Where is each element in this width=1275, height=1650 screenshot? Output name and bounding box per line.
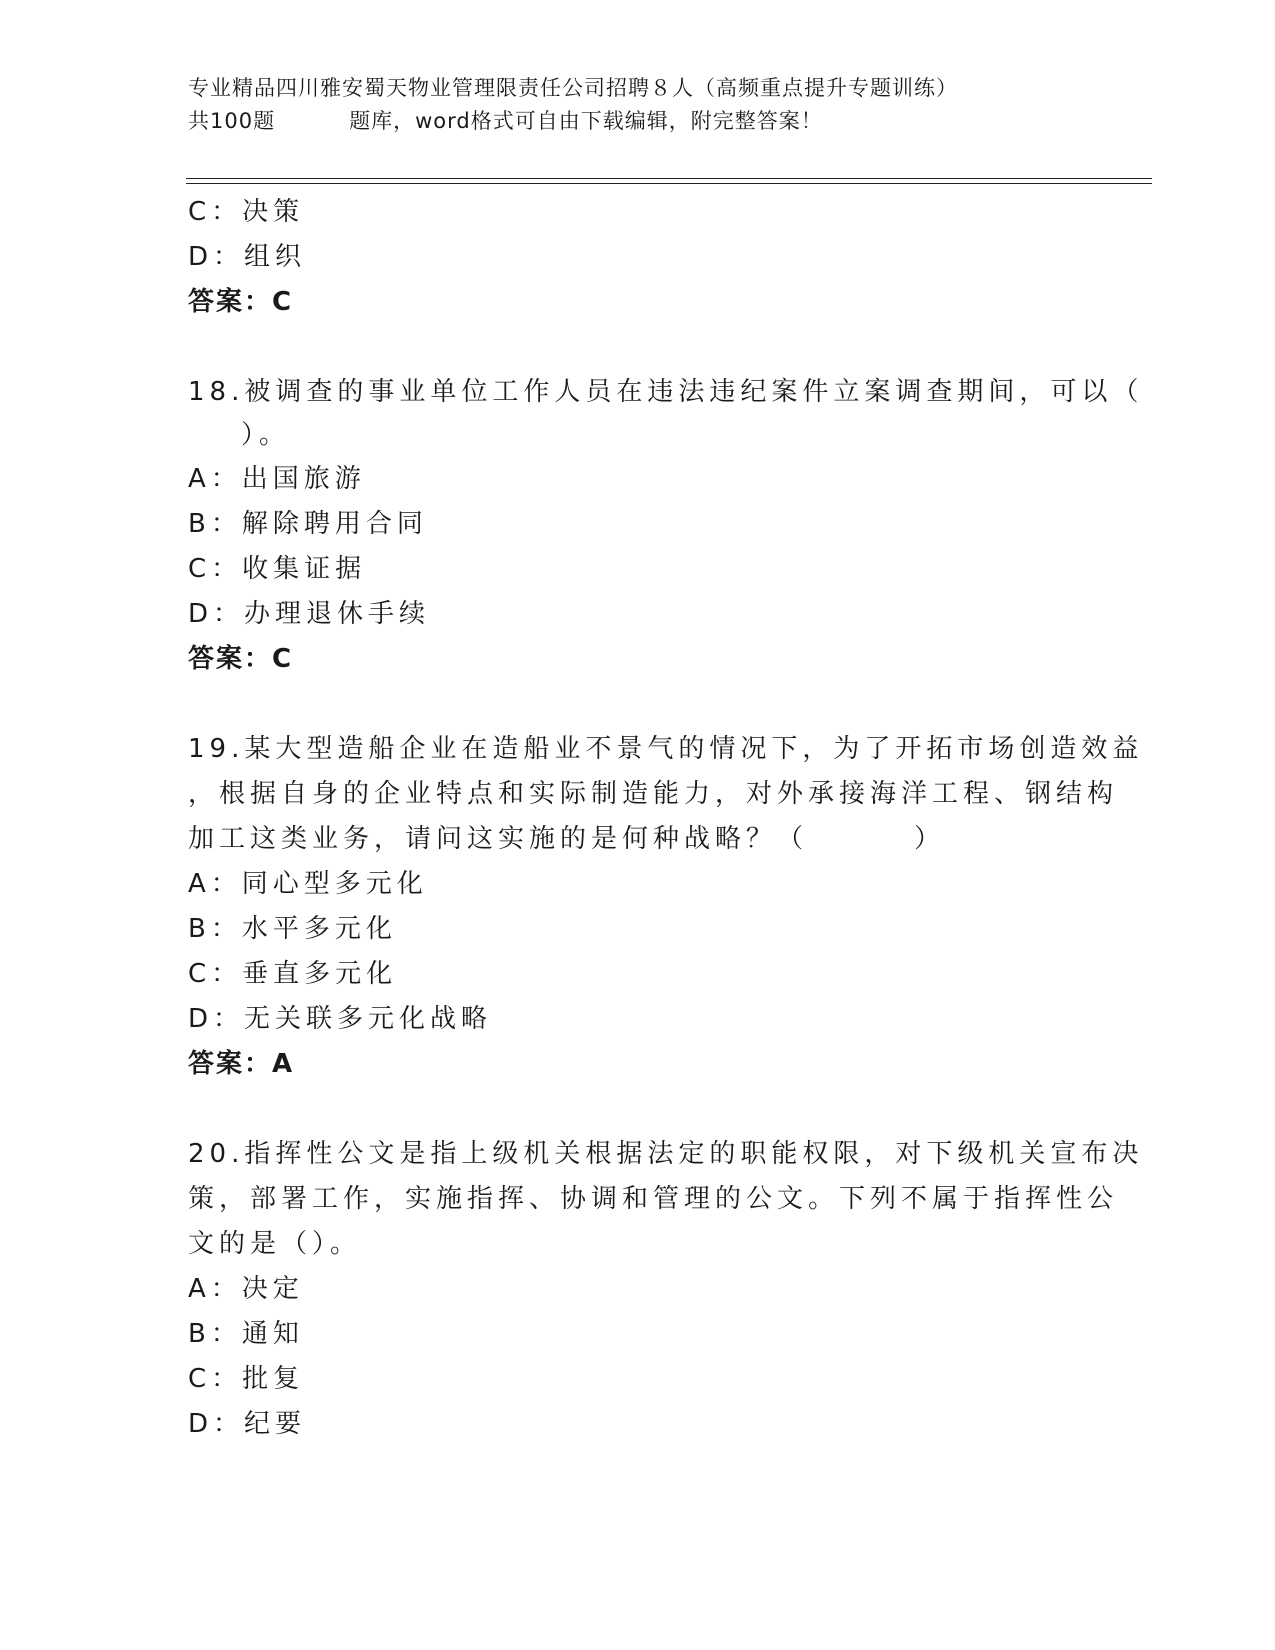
q20-stem-line-2: 策，部署工作，实施指挥、协调和管理的公文。下列不属于指挥性公	[188, 1184, 1119, 1214]
header-subtitle	[188, 105, 1148, 138]
q18-option-c: C：收集证据	[188, 554, 367, 584]
q19-option-b: B：水平多元化	[188, 914, 397, 944]
q19-answer: 答案：A	[188, 1049, 295, 1079]
q20-stem-line-3: 文的是（）。	[188, 1229, 362, 1259]
q19-option-c: C：垂直多元化	[188, 959, 398, 989]
header-description: 题库，word格式可自由下载编辑，附完整答案！	[349, 109, 823, 133]
header-title: 专业精品四川雅安蜀天物业管理限责任公司招聘８人（高频重点提升专题训练）	[188, 76, 958, 100]
q18-stem-line-2: ）。	[188, 420, 291, 450]
q18-option-b: B：解除聘用合同	[188, 509, 428, 539]
q19-option-a: A：同心型多元化	[188, 869, 428, 899]
q20-option-c: C：批复	[188, 1364, 305, 1394]
q19-stem-line-1: 19.某大型造船企业在造船业不景气的情况下，为了开拓市场创造效益	[188, 734, 1144, 764]
q20-option-a: A：决定	[188, 1274, 304, 1304]
q18-option-d: D：办理退休手续	[188, 599, 431, 629]
prev-option-c: C：决策	[188, 197, 305, 227]
q20-option-d: D：纪要	[188, 1409, 307, 1439]
q19-stem-line-3: 加工这类业务，请问这实施的是何种战略？（ ）	[188, 824, 946, 854]
q18-answer: 答案：C	[188, 644, 294, 674]
document-header	[188, 72, 1148, 138]
q19-option-d: D：无关联多元化战略	[188, 1004, 493, 1034]
q18-option-a: A：出国旅游	[188, 464, 366, 494]
prev-answer: 答案：C	[188, 287, 294, 317]
q18-stem-line-1: 18.被调查的事业单位工作人员在违法违纪案件立案调查期间，可以（	[188, 377, 1144, 407]
prev-option-d: D：组织	[188, 242, 307, 272]
q20-stem-line-1: 20.指挥性公文是指上级机关根据法定的职能权限，对下级机关宣布决	[188, 1139, 1144, 1169]
q19-stem-line-2: ，根据自身的企业特点和实际制造能力，对外承接海洋工程、钢结构	[188, 779, 1119, 809]
header-rule-top	[186, 178, 1152, 179]
header-count: 共100题	[188, 109, 276, 133]
header-rule-bottom	[186, 183, 1152, 184]
q20-option-b: B：通知	[188, 1319, 304, 1349]
